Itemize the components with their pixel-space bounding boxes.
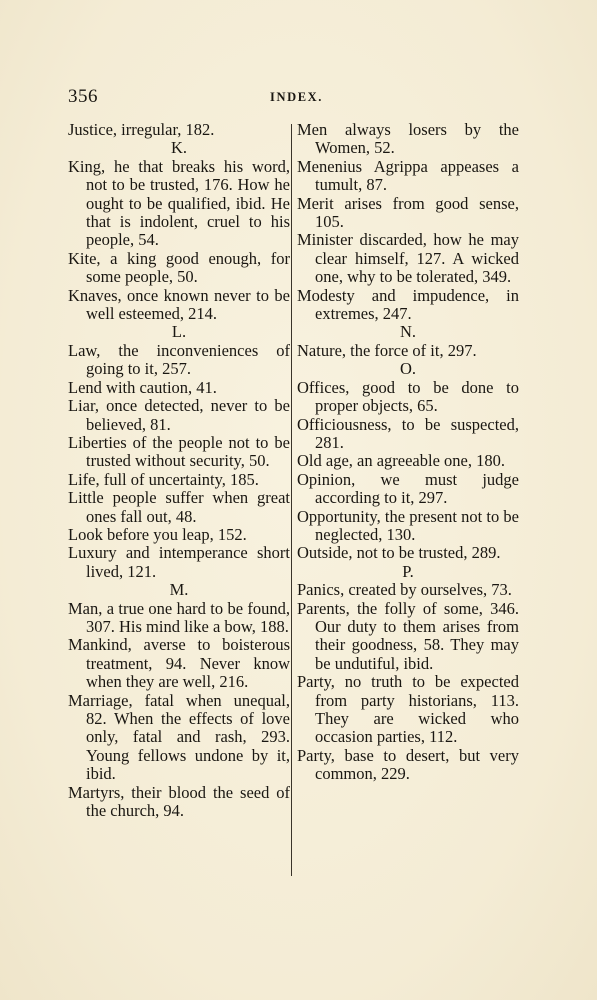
index-entry: Mankind, averse to boisterous treatment, 94. Never know when they are well, 216. <box>68 635 290 692</box>
index-entry: Law, the inconveniences of going to it, 257. <box>68 340 290 379</box>
index-entry: Liberties of the people not to be trusted without security, 50. <box>68 432 290 471</box>
index-entry: Look before you leap, 152. <box>68 524 247 544</box>
index-entry: Kite, a king good enough, for some people, 50. <box>68 248 290 287</box>
index-entry: Marriage, fatal when unequal, 82. When the effects of love only, fatal and rash, 293. Young fellows undone by it, ibid. <box>68 690 290 784</box>
index-entry: Luxury and intemperance short lived, 121. <box>68 543 290 581</box>
index-entry: Life, full of uncertainty, 185. <box>68 469 259 489</box>
index-entry: Panics, created by ourselves, 73. <box>297 580 512 600</box>
section-letter-heading: L. <box>171 322 187 342</box>
index-entry: Offices, good to be done to proper objects, 65. <box>297 377 519 416</box>
column-divider <box>291 124 292 876</box>
index-entry: Outside, not to be trusted, 289. <box>297 543 501 563</box>
index-entry: King, he that breaks his word, not to be trusted, 176. How he ought to be qualified, ibid. He that is indolent, cruel to his people, 54. <box>68 156 290 250</box>
page-header <box>68 86 528 108</box>
index-entry: Opportunity, the present not to be neglected, 130. <box>297 506 519 544</box>
index-entry: Officiousness, to be suspected, 281. <box>297 414 519 452</box>
index-entry: Modesty and impudence, in extremes, 247. <box>297 285 519 324</box>
index-entry: Justice, irregular, 182. <box>68 120 215 139</box>
index-entry: Party, base to desert, but very common, 229. <box>297 745 519 784</box>
index-entry: Old age, an agreeable one, 180. <box>297 451 505 471</box>
index-entry: Lend with caution, 41. <box>68 377 217 397</box>
section-letter-heading: K. <box>170 138 188 158</box>
section-letter-heading: M. <box>169 580 189 600</box>
index-entry: Menenius Agrippa appeases a tumult, 87. <box>297 156 519 195</box>
index-entry: Parents, the folly of some, 346. Our duty to them arises from their goodness, 58. They may be undutiful, ibid. <box>297 598 519 673</box>
section-letter-heading: O. <box>399 359 417 379</box>
index-entry: Knaves, once known never to be well esteemed, 214. <box>68 285 290 324</box>
index-entry: Little people suffer when great ones fall out, 48. <box>68 488 290 526</box>
index-entry: Minister discarded, how he may clear himself, 127. A wicked one, why to be tolerated, 349. <box>297 230 519 287</box>
index-column-left <box>68 121 290 820</box>
running-head: INDEX. <box>270 90 324 104</box>
index-column-right <box>297 121 519 784</box>
index-entry: Liar, once detected, never to be believed, 81. <box>68 396 290 434</box>
index-entry: Men always losers by the Women, 52. <box>297 120 519 158</box>
index-entry: Merit arises from good sense, 105. <box>297 193 519 232</box>
page-number: 356 <box>68 86 98 107</box>
index-entry: Martyrs, their blood the seed of the church, 94. <box>68 782 290 821</box>
index-entry: Party, no truth to be expected from party historians, 113. They are wicked who occasion parties, 112. <box>297 672 519 747</box>
index-entry: Man, a true one hard to be found, 307. His mind like a bow, 188. <box>68 598 290 636</box>
section-letter-heading: P. <box>402 561 414 581</box>
index-entry: Nature, the force of it, 297. <box>297 340 477 360</box>
index-entry: Opinion, we must judge according to it, 297. <box>297 469 519 508</box>
section-letter-heading: N. <box>399 322 417 342</box>
